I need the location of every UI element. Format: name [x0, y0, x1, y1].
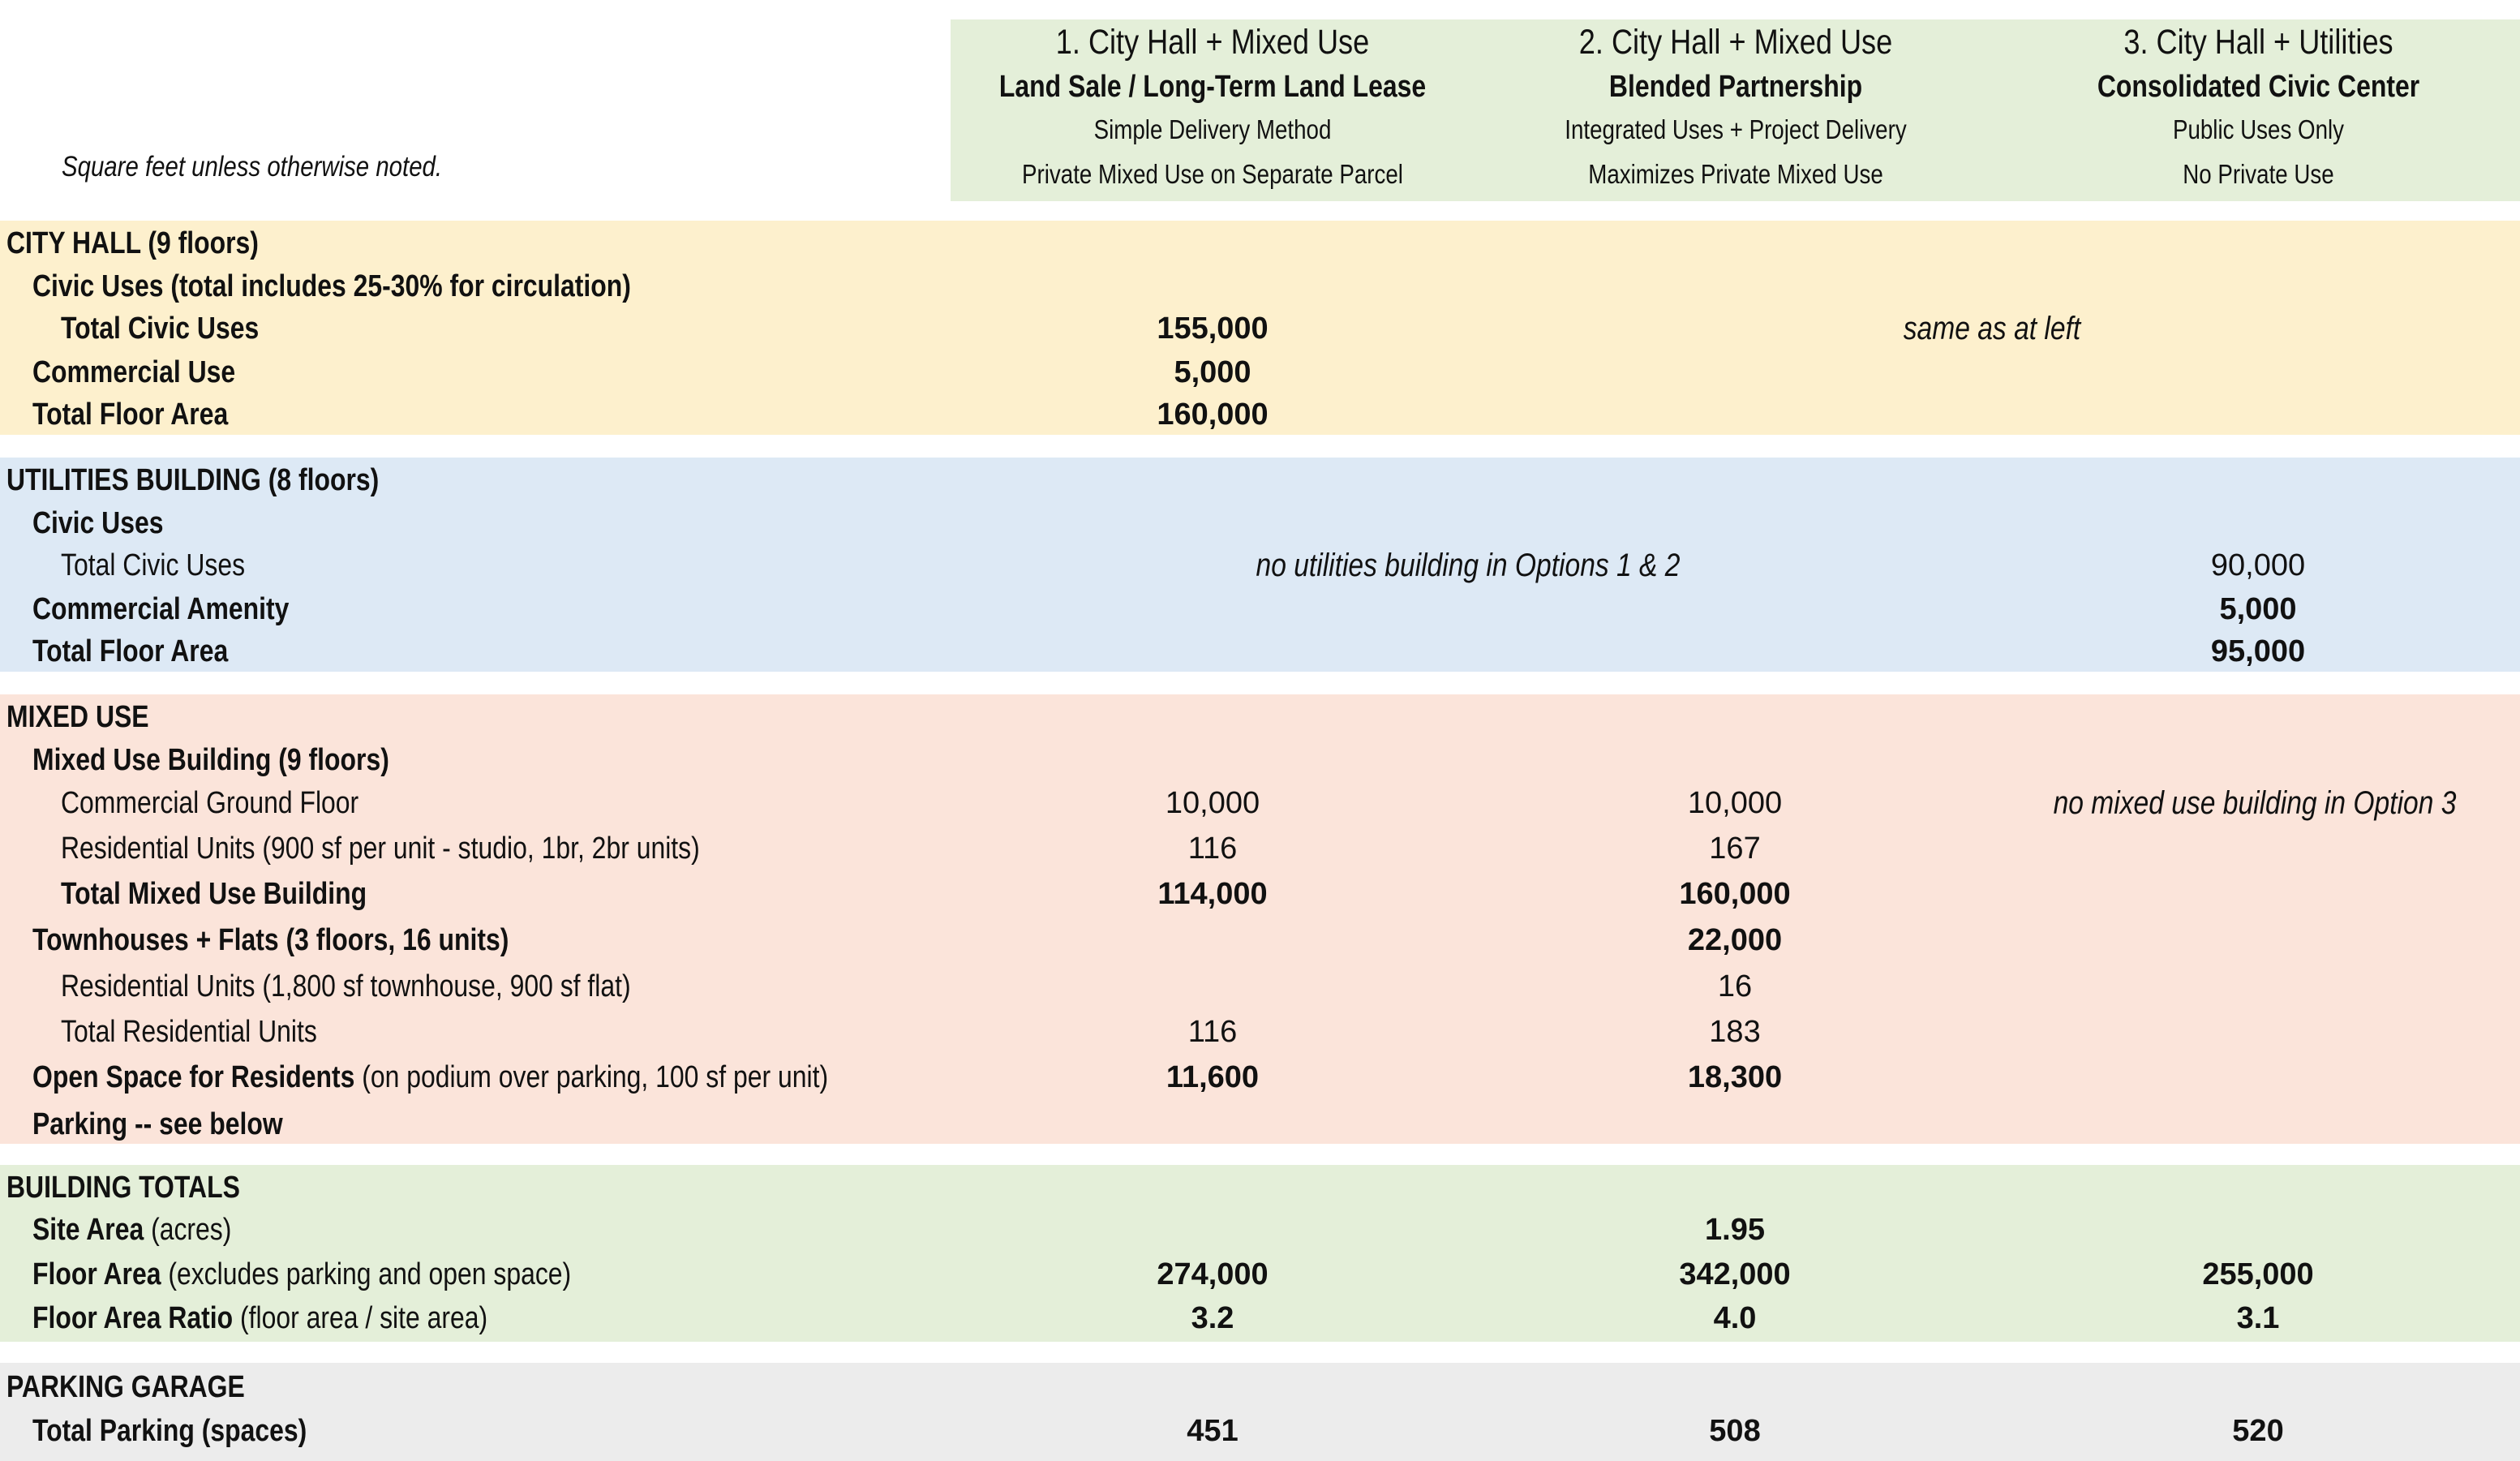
- option-3-subtitle: Consolidated Civic Center: [2097, 70, 2420, 104]
- mixed-use-building-label: Mixed Use Building (9 floors): [32, 743, 389, 777]
- floor-area-option-3: 255,000: [2202, 1257, 2314, 1291]
- city-hall-section: [0, 221, 2520, 435]
- option-3-line4: No Private Use: [2183, 159, 2334, 189]
- mixed-use-ground-floor-option-1: 10,000: [1165, 786, 1260, 820]
- mixed-use-title: MIXED USE: [6, 700, 149, 734]
- total-residential-units-option-1: 116: [1187, 1015, 1238, 1049]
- utilities-none-note: no utilities building in Options 1 & 2: [1256, 548, 1681, 583]
- option-1-line4: Private Mixed Use on Separate Parcel: [1022, 159, 1403, 189]
- utilities-title-row: [0, 458, 2520, 503]
- mixed-use-total-building-row: [0, 871, 2520, 917]
- floor-area-ratio-option-2: 4.0: [1713, 1301, 1757, 1335]
- floor-area-row: [0, 1252, 2520, 1297]
- city-hall-commercial-label: Commercial Use: [32, 355, 236, 389]
- mixed-use-total-building-option-2: 160,000: [1679, 877, 1791, 911]
- city-hall-total-floor-label: Total Floor Area: [32, 397, 229, 432]
- site-area-option-2: 1.95: [1705, 1213, 1765, 1247]
- total-parking-option-1: 451: [1187, 1414, 1239, 1448]
- mixed-use-ground-floor-option-2: 10,000: [1687, 786, 1783, 820]
- total-parking-option-3: 520: [2232, 1414, 2284, 1448]
- floor-area-label: [32, 1252, 571, 1297]
- option-1-subtitle: Land Sale / Long-Term Land Lease: [998, 70, 1427, 104]
- units-note: Square feet unless otherwise noted.: [62, 151, 443, 183]
- city-hall-title: CITY HALL (9 floors): [6, 226, 259, 260]
- townhouse-units-label: Residential Units (1,800 sf townhouse, 900 sf flat): [61, 969, 631, 1003]
- mixed-use-building-row: [0, 737, 2520, 783]
- utilities-total-civic-row: [0, 543, 2520, 588]
- open-space-label-main: Open Space for Residents: [32, 1060, 355, 1094]
- total-parking-row: [0, 1408, 2520, 1454]
- mixed-use-res-units-label: Residential Units (900 sf per unit - studio, 1br, 2br units): [61, 831, 700, 866]
- utilities-civic-uses-row: [0, 501, 2520, 546]
- mixed-use-res-units-row: [0, 826, 2520, 871]
- parking-title-row: [0, 1364, 2520, 1410]
- utilities-civic-uses-label: Civic Uses: [32, 506, 164, 540]
- mixed-use-parking-label: Parking -- see below: [32, 1107, 283, 1141]
- floor-area-label-detail: (excludes parking and open space): [168, 1257, 572, 1291]
- site-area-label-main: Site Area: [32, 1213, 144, 1247]
- option-2-line3: Integrated Uses + Project Delivery: [1565, 114, 1907, 144]
- floor-area-ratio-label: [32, 1296, 487, 1341]
- city-hall-title-row: [0, 221, 2520, 266]
- floor-area-ratio-row: [0, 1296, 2520, 1341]
- option-1-line3: Simple Delivery Method: [1093, 114, 1332, 144]
- open-space-option-2: 18,300: [1687, 1060, 1783, 1094]
- parking-title: PARKING GARAGE: [6, 1370, 245, 1404]
- floor-area-option-1: 274,000: [1157, 1257, 1269, 1291]
- building-totals-title: BUILDING TOTALS: [6, 1171, 240, 1205]
- utilities-section: [0, 458, 2520, 672]
- city-hall-total-civic-option-1: 155,000: [1157, 312, 1269, 346]
- option-2-line4: Maximizes Private Mixed Use: [1588, 159, 1883, 189]
- city-hall-total-civic-label: Total Civic Uses: [61, 312, 260, 346]
- utilities-total-floor-row: [0, 629, 2520, 674]
- utilities-amenity-label: Commercial Amenity: [32, 592, 290, 626]
- option-3-line3: Public Uses Only: [2172, 114, 2345, 144]
- mixed-use-none-note: no mixed use building in Option 3: [2053, 785, 2457, 821]
- option-1-header: [951, 19, 1475, 201]
- option-2-header: [1475, 19, 1997, 201]
- townhouses-label: Townhouses + Flats (3 floors, 16 units): [32, 923, 509, 957]
- utilities-title: UTILITIES BUILDING (8 floors): [6, 463, 380, 497]
- city-hall-civic-uses-row: [0, 264, 2520, 309]
- mixed-use-total-building-option-1: 114,000: [1157, 877, 1268, 911]
- mixed-use-res-units-option-2: 167: [1709, 831, 1761, 866]
- total-parking-label: Total Parking (spaces): [32, 1414, 307, 1448]
- open-space-row: [0, 1055, 2520, 1100]
- city-hall-total-floor-option-1: 160,000: [1157, 397, 1269, 432]
- townhouses-option-2: 22,000: [1687, 923, 1783, 957]
- city-hall-total-civic-row: [0, 306, 2520, 351]
- floor-area-ratio-option-1: 3.2: [1191, 1301, 1234, 1335]
- open-space-option-1: 11,600: [1166, 1060, 1260, 1094]
- utilities-total-floor-option-3: 95,000: [2210, 634, 2306, 668]
- option-2-subtitle: Blended Partnership: [1608, 70, 1863, 104]
- floor-area-label-main: Floor Area: [32, 1257, 161, 1291]
- option-1-title: 1. City Hall + Mixed Use: [1055, 23, 1370, 62]
- mixed-use-res-units-option-1: 116: [1187, 831, 1238, 866]
- mixed-use-ground-floor-label: Commercial Ground Floor: [61, 786, 359, 820]
- utilities-total-floor-label: Total Floor Area: [32, 634, 229, 668]
- city-hall-commercial-option-1: 5,000: [1174, 355, 1251, 389]
- utilities-amenity-row: [0, 587, 2520, 632]
- open-space-label: [32, 1055, 828, 1100]
- utilities-amenity-option-3: 5,000: [2219, 592, 2297, 626]
- utilities-total-civic-option-3: 90,000: [2210, 548, 2306, 582]
- townhouse-units-row: [0, 964, 2520, 1009]
- townhouses-row: [0, 917, 2520, 963]
- total-residential-units-row: [0, 1009, 2520, 1055]
- city-hall-same-note: same as at left: [1903, 311, 2081, 346]
- townhouse-units-option-2: 16: [1717, 969, 1753, 1003]
- site-area-label: [32, 1207, 231, 1253]
- site-area-label-detail: (acres): [151, 1213, 232, 1247]
- building-totals-section: [0, 1165, 2520, 1342]
- city-hall-commercial-row: [0, 350, 2520, 395]
- mixed-use-section: [0, 694, 2520, 1144]
- total-residential-units-option-2: 183: [1709, 1015, 1761, 1049]
- option-3-title: 3. City Hall + Utilities: [2123, 23, 2393, 62]
- utilities-total-civic-label: Total Civic Uses: [61, 548, 246, 582]
- floor-area-ratio-label-main: Floor Area Ratio: [32, 1301, 234, 1335]
- option-2-title: 2. City Hall + Mixed Use: [1578, 23, 1893, 62]
- total-parking-option-2: 508: [1709, 1414, 1761, 1448]
- site-area-row: [0, 1207, 2520, 1253]
- city-hall-total-floor-row: [0, 392, 2520, 437]
- city-hall-civic-uses-label: Civic Uses (total includes 25-30% for circulation): [32, 269, 631, 303]
- mixed-use-total-building-label: Total Mixed Use Building: [61, 877, 367, 911]
- mixed-use-title-row: [0, 694, 2520, 740]
- mixed-use-parking-row: [0, 1102, 2520, 1147]
- building-totals-title-row: [0, 1165, 2520, 1210]
- mixed-use-ground-floor-row: [0, 780, 2520, 826]
- floor-area-ratio-label-detail: (floor area / site area): [239, 1301, 488, 1335]
- option-3-header: [1997, 19, 2520, 201]
- floor-area-ratio-option-3: 3.1: [2236, 1301, 2280, 1335]
- parking-section: [0, 1363, 2520, 1461]
- open-space-label-detail: (on podium over parking, 100 sf per unit): [362, 1060, 829, 1094]
- floor-area-option-2: 342,000: [1679, 1257, 1791, 1291]
- total-residential-units-label: Total Residential Units: [61, 1015, 317, 1049]
